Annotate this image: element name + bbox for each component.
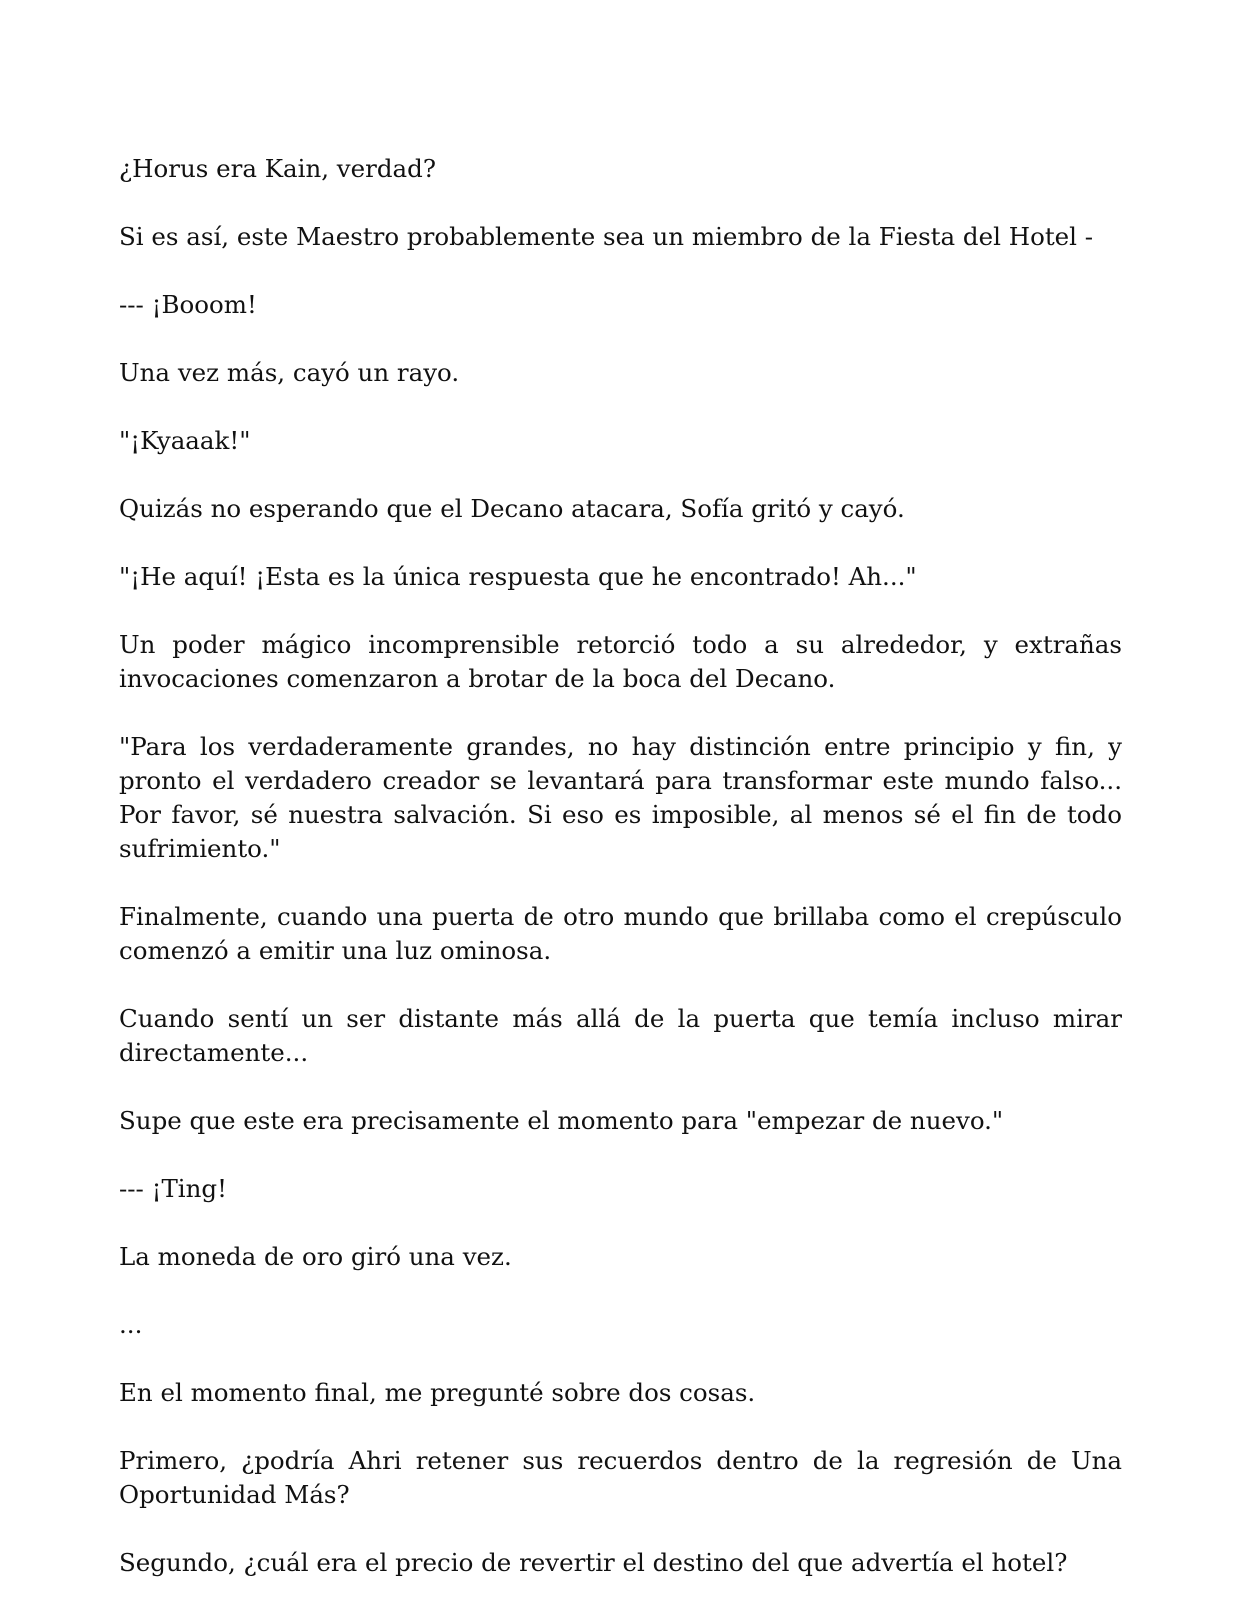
paragraph-maestro: Si es así, este Maestro probablemente sea un miembro de la Fiesta del Hotel - — [119, 222, 1094, 251]
paragraph-he-aqui: "¡He aquí! ¡Esta es la única respuesta que he encontrado! Ah..." — [119, 562, 917, 591]
paragraph-momento-final: En el momento final, me pregunté sobre dos cosas. — [119, 1378, 756, 1407]
paragraph-ellipsis: ... — [119, 1310, 143, 1339]
paragraph-invocacion: "Para los verdaderamente grandes, no hay distinción entre principio y fin, y pronto el verdadero creador se levantará para transformar este mundo falso... Por favor, sé nuestra salvación. Si eso es imposible, al menos sé el fin de todo sufrimiento." — [119, 732, 1122, 863]
paragraph-rayo: Una vez más, cayó un rayo. — [119, 358, 460, 387]
paragraph-sofia: Quizás no esperando que el Decano atacara, Sofía gritó y cayó. — [119, 494, 905, 523]
paragraph-ser-distante: Cuando sentí un ser distante más allá de la puerta que temía incluso mirar directamente... — [119, 1004, 1122, 1067]
paragraph-puerta: Finalmente, cuando una puerta de otro mundo que brillaba como el crepúsculo comenzó a emitir una luz ominosa. — [119, 902, 1122, 965]
paragraph-poder-magico: Un poder mágico incomprensible retorció todo a su alrededor, y extrañas invocaciones comenzaron a brotar de la boca del Decano. — [119, 630, 1122, 693]
document-page — [119, 152, 1122, 1580]
paragraph-moneda: La moneda de oro giró una vez. — [119, 1242, 512, 1271]
paragraph-primero: Primero, ¿podría Ahri retener sus recuerdos dentro de la regresión de Una Oportunidad Más? — [119, 1446, 1122, 1509]
paragraph-segundo: Segundo, ¿cuál era el precio de revertir el destino del que advertía el hotel? — [119, 1548, 1068, 1577]
paragraph-ting: --- ¡Ting! — [119, 1174, 227, 1203]
paragraph-empezar: Supe que este era precisamente el momento para "empezar de nuevo." — [119, 1106, 1004, 1135]
paragraph-horus-kain: ¿Horus era Kain, verdad? — [119, 154, 436, 183]
paragraph-kyaaak: "¡Kyaaak!" — [119, 426, 251, 455]
paragraph-booom: --- ¡Booom! — [119, 290, 257, 319]
